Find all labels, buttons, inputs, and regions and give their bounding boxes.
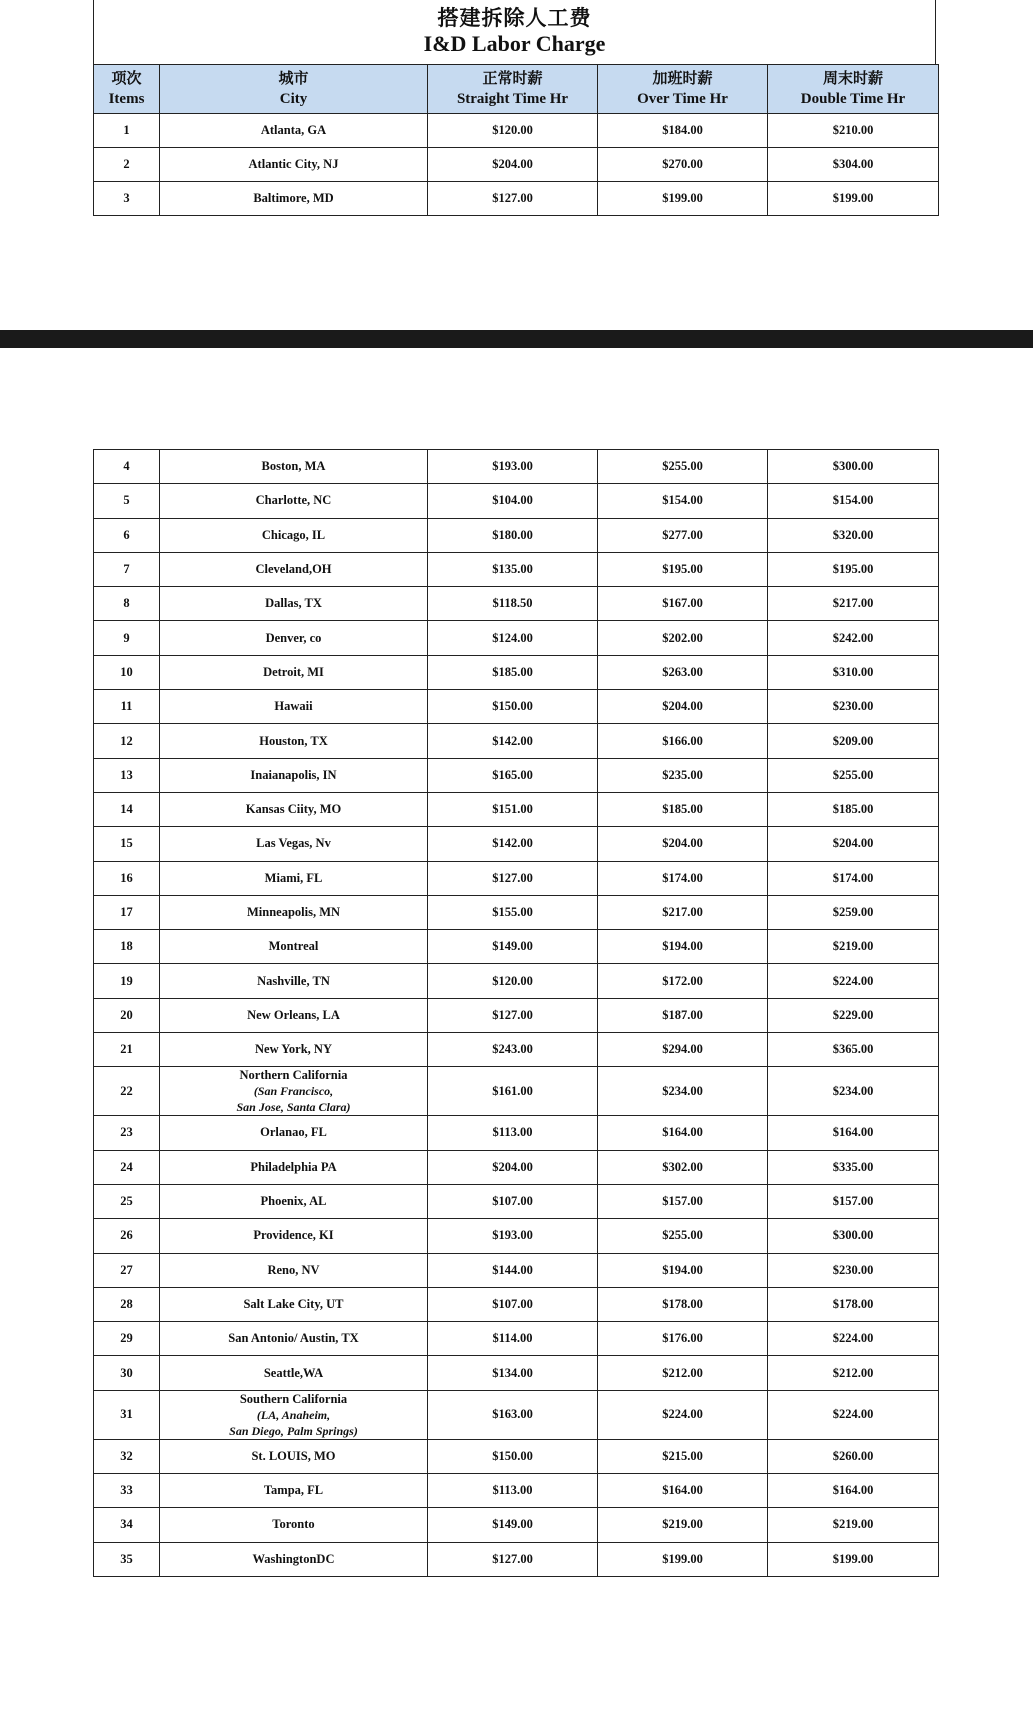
item-cell: 3 (94, 182, 160, 216)
city-cell: Denver, co (160, 621, 428, 655)
table-row (94, 964, 939, 998)
table-row (94, 1150, 939, 1184)
straight-time-cell: $142.00 (428, 827, 598, 861)
straight-time-cell: $150.00 (428, 1439, 598, 1473)
double-time-cell: $224.00 (768, 964, 939, 998)
straight-time-cell: $193.00 (428, 450, 598, 484)
item-cell: 29 (94, 1322, 160, 1356)
table-body-bottom (94, 450, 939, 1577)
table-row (94, 1474, 939, 1508)
city-cell: Boston, MA (160, 450, 428, 484)
table-row (94, 1116, 939, 1150)
table-row (94, 1287, 939, 1321)
item-cell: 12 (94, 724, 160, 758)
header-straight-en: Straight Time Hr (456, 91, 569, 107)
header-row (94, 65, 939, 114)
double-time-cell: $219.00 (768, 1508, 939, 1542)
double-time-cell: $185.00 (768, 792, 939, 826)
over-time-cell: $219.00 (598, 1508, 768, 1542)
over-time-cell: $164.00 (598, 1116, 768, 1150)
item-cell: 22 (94, 1067, 160, 1116)
over-time-cell: $255.00 (598, 450, 768, 484)
table-row (94, 861, 939, 895)
item-cell: 33 (94, 1474, 160, 1508)
header-double-zh: 周末时薪 (822, 71, 883, 87)
title-block (93, 0, 936, 64)
over-time-cell: $174.00 (598, 861, 768, 895)
over-time-cell: $263.00 (598, 655, 768, 689)
table-row (94, 1439, 939, 1473)
city-cell (160, 1390, 428, 1439)
over-time-cell: $167.00 (598, 587, 768, 621)
header-city-zh: 城市 (278, 71, 309, 87)
over-time-cell: $166.00 (598, 724, 768, 758)
double-time-cell: $178.00 (768, 1287, 939, 1321)
double-time-cell: $229.00 (768, 998, 939, 1032)
city-cell: Miami, FL (160, 861, 428, 895)
item-cell: 13 (94, 758, 160, 792)
straight-time-cell: $127.00 (428, 182, 598, 216)
table-row (94, 114, 939, 148)
item-cell: 35 (94, 1542, 160, 1576)
item-cell: 25 (94, 1184, 160, 1218)
labor-charge-sheet-bottom (93, 449, 938, 1577)
item-cell: 16 (94, 861, 160, 895)
item-cell: 5 (94, 484, 160, 518)
labor-charge-sheet-top (93, 0, 938, 216)
double-time-cell: $230.00 (768, 690, 939, 724)
table-row (94, 587, 939, 621)
item-cell: 28 (94, 1287, 160, 1321)
straight-time-cell: $204.00 (428, 148, 598, 182)
table-row (94, 1356, 939, 1390)
table-row (94, 827, 939, 861)
city-cell: New Orleans, LA (160, 998, 428, 1032)
table-row (94, 1253, 939, 1287)
over-time-cell: $178.00 (598, 1287, 768, 1321)
city-cell: Kansas Ciity, MO (160, 792, 428, 826)
over-time-cell: $195.00 (598, 552, 768, 586)
double-time-cell: $259.00 (768, 895, 939, 929)
double-time-cell: $300.00 (768, 1219, 939, 1253)
city-cell: Las Vegas, Nv (160, 827, 428, 861)
header-straight-zh: 正常时薪 (482, 71, 543, 87)
over-time-cell: $157.00 (598, 1184, 768, 1218)
table-row (94, 895, 939, 929)
double-time-cell: $195.00 (768, 552, 939, 586)
header-items (94, 65, 160, 114)
table-row (94, 621, 939, 655)
table-row (94, 792, 939, 826)
double-time-cell: $224.00 (768, 1322, 939, 1356)
straight-time-cell: $180.00 (428, 518, 598, 552)
double-time-cell: $260.00 (768, 1439, 939, 1473)
straight-time-cell: $127.00 (428, 861, 598, 895)
table-row (94, 930, 939, 964)
city-cell: New York, NY (160, 1033, 428, 1067)
over-time-cell: $234.00 (598, 1067, 768, 1116)
header-over-zh: 加班时薪 (652, 71, 713, 87)
table-row (94, 148, 939, 182)
double-time-cell: $234.00 (768, 1067, 939, 1116)
header-double-en: Double Time Hr (800, 91, 906, 107)
straight-time-cell: $151.00 (428, 792, 598, 826)
table-row (94, 655, 939, 689)
straight-time-cell: $134.00 (428, 1356, 598, 1390)
double-time-cell: $157.00 (768, 1184, 939, 1218)
header-city (160, 65, 428, 114)
straight-time-cell: $107.00 (428, 1287, 598, 1321)
double-time-cell: $224.00 (768, 1390, 939, 1439)
city-cell: Chicago, IL (160, 518, 428, 552)
table-row (94, 450, 939, 484)
straight-time-cell: $114.00 (428, 1322, 598, 1356)
city-main-label: Northern California (239, 1068, 348, 1083)
city-cell: Atlantic City, NJ (160, 148, 428, 182)
double-time-cell: $304.00 (768, 148, 939, 182)
header-over-time (598, 65, 768, 114)
over-time-cell: $199.00 (598, 1542, 768, 1576)
straight-time-cell: $120.00 (428, 964, 598, 998)
straight-time-cell: $163.00 (428, 1390, 598, 1439)
double-time-cell: $164.00 (768, 1474, 939, 1508)
header-double-time (768, 65, 939, 114)
double-time-cell: $219.00 (768, 930, 939, 964)
labor-charge-table-top (93, 64, 939, 216)
straight-time-cell: $165.00 (428, 758, 598, 792)
city-main-label: Southern California (239, 1391, 348, 1406)
item-cell: 2 (94, 148, 160, 182)
straight-time-cell: $149.00 (428, 1508, 598, 1542)
city-cell: Baltimore, MD (160, 182, 428, 216)
double-time-cell: $217.00 (768, 587, 939, 621)
over-time-cell: $204.00 (598, 690, 768, 724)
city-cell: Toronto (160, 1508, 428, 1542)
header-city-en: City (279, 91, 308, 107)
title-chinese: 搭建拆除人工费 (437, 6, 592, 30)
page-divider (0, 330, 1033, 348)
over-time-cell: $224.00 (598, 1390, 768, 1439)
city-cell: Tampa, FL (160, 1474, 428, 1508)
labor-charge-table-bottom (93, 449, 939, 1577)
double-time-cell: $164.00 (768, 1116, 939, 1150)
item-cell: 4 (94, 450, 160, 484)
city-sub-label: (LA, Anaheim, (256, 1407, 331, 1422)
over-time-cell: $184.00 (598, 114, 768, 148)
straight-time-cell: $142.00 (428, 724, 598, 758)
item-cell: 30 (94, 1356, 160, 1390)
straight-time-cell: $193.00 (428, 1219, 598, 1253)
table-row (94, 518, 939, 552)
table-row (94, 758, 939, 792)
city-cell: St. LOUIS, MO (160, 1439, 428, 1473)
straight-time-cell: $135.00 (428, 552, 598, 586)
city-sub-label: San Diego, Palm Springs) (229, 1423, 358, 1438)
over-time-cell: $185.00 (598, 792, 768, 826)
city-cell: Phoenix, AL (160, 1184, 428, 1218)
table-row (94, 1067, 939, 1116)
double-time-cell: $310.00 (768, 655, 939, 689)
item-cell: 1 (94, 114, 160, 148)
double-time-cell: $212.00 (768, 1356, 939, 1390)
table-row (94, 484, 939, 518)
over-time-cell: $255.00 (598, 1219, 768, 1253)
straight-time-cell: $150.00 (428, 690, 598, 724)
straight-time-cell: $113.00 (428, 1116, 598, 1150)
double-time-cell: $300.00 (768, 450, 939, 484)
item-cell: 19 (94, 964, 160, 998)
city-cell: Salt Lake City, UT (160, 1287, 428, 1321)
item-cell: 8 (94, 587, 160, 621)
straight-time-cell: $127.00 (428, 998, 598, 1032)
straight-time-cell: $104.00 (428, 484, 598, 518)
city-cell: Philadelphia PA (160, 1150, 428, 1184)
straight-time-cell: $118.50 (428, 587, 598, 621)
over-time-cell: $164.00 (598, 1474, 768, 1508)
header-straight-time (428, 65, 598, 114)
item-cell: 31 (94, 1390, 160, 1439)
over-time-cell: $176.00 (598, 1322, 768, 1356)
city-cell: San Antonio/ Austin, TX (160, 1322, 428, 1356)
double-time-cell: $174.00 (768, 861, 939, 895)
city-cell: Houston, TX (160, 724, 428, 758)
item-cell: 26 (94, 1219, 160, 1253)
table-row (94, 1390, 939, 1439)
straight-time-cell: $120.00 (428, 114, 598, 148)
over-time-cell: $277.00 (598, 518, 768, 552)
double-time-cell: $335.00 (768, 1150, 939, 1184)
over-time-cell: $270.00 (598, 148, 768, 182)
straight-time-cell: $204.00 (428, 1150, 598, 1184)
city-cell: Minneapolis, MN (160, 895, 428, 929)
straight-time-cell: $185.00 (428, 655, 598, 689)
double-time-cell: $209.00 (768, 724, 939, 758)
over-time-cell: $294.00 (598, 1033, 768, 1067)
double-time-cell: $365.00 (768, 1033, 939, 1067)
table-row (94, 1542, 939, 1576)
table-row (94, 1508, 939, 1542)
straight-time-cell: $127.00 (428, 1542, 598, 1576)
item-cell: 11 (94, 690, 160, 724)
table-row (94, 1184, 939, 1218)
city-cell: Providence, KI (160, 1219, 428, 1253)
item-cell: 6 (94, 518, 160, 552)
header-items-en: Items (108, 91, 145, 107)
city-sub-label: (San Francisco, (253, 1084, 334, 1099)
table-row (94, 998, 939, 1032)
straight-time-cell: $149.00 (428, 930, 598, 964)
city-cell: WashingtonDC (160, 1542, 428, 1576)
city-cell: Detroit, MI (160, 655, 428, 689)
table-row (94, 1219, 939, 1253)
item-cell: 21 (94, 1033, 160, 1067)
over-time-cell: $194.00 (598, 1253, 768, 1287)
over-time-cell: $202.00 (598, 621, 768, 655)
item-cell: 9 (94, 621, 160, 655)
title-english: I&D Labor Charge (423, 31, 606, 56)
city-cell: Orlanao, FL (160, 1116, 428, 1150)
double-time-cell: $255.00 (768, 758, 939, 792)
table-row (94, 182, 939, 216)
over-time-cell: $199.00 (598, 182, 768, 216)
city-cell: Nashville, TN (160, 964, 428, 998)
over-time-cell: $212.00 (598, 1356, 768, 1390)
double-time-cell: $230.00 (768, 1253, 939, 1287)
straight-time-cell: $155.00 (428, 895, 598, 929)
double-time-cell: $199.00 (768, 182, 939, 216)
header-over-en: Over Time Hr (637, 91, 728, 107)
item-cell: 20 (94, 998, 160, 1032)
item-cell: 15 (94, 827, 160, 861)
item-cell: 34 (94, 1508, 160, 1542)
over-time-cell: $154.00 (598, 484, 768, 518)
table-row (94, 552, 939, 586)
table-body-top (94, 114, 939, 216)
over-time-cell: $217.00 (598, 895, 768, 929)
city-cell (160, 1067, 428, 1116)
double-time-cell: $242.00 (768, 621, 939, 655)
city-cell: Charlotte, NC (160, 484, 428, 518)
table-row (94, 690, 939, 724)
item-cell: 23 (94, 1116, 160, 1150)
item-cell: 10 (94, 655, 160, 689)
over-time-cell: $194.00 (598, 930, 768, 964)
city-cell: Cleveland,OH (160, 552, 428, 586)
over-time-cell: $172.00 (598, 964, 768, 998)
over-time-cell: $215.00 (598, 1439, 768, 1473)
city-cell: Seattle,WA (160, 1356, 428, 1390)
double-time-cell: $210.00 (768, 114, 939, 148)
straight-time-cell: $161.00 (428, 1067, 598, 1116)
over-time-cell: $302.00 (598, 1150, 768, 1184)
header-items-zh: 项次 (111, 71, 142, 87)
city-cell: Reno, NV (160, 1253, 428, 1287)
straight-time-cell: $107.00 (428, 1184, 598, 1218)
over-time-cell: $235.00 (598, 758, 768, 792)
over-time-cell: $187.00 (598, 998, 768, 1032)
item-cell: 24 (94, 1150, 160, 1184)
straight-time-cell: $124.00 (428, 621, 598, 655)
double-time-cell: $154.00 (768, 484, 939, 518)
over-time-cell: $204.00 (598, 827, 768, 861)
city-cell: Montreal (160, 930, 428, 964)
table-row (94, 1033, 939, 1067)
item-cell: 27 (94, 1253, 160, 1287)
double-time-cell: $199.00 (768, 1542, 939, 1576)
table-row (94, 1322, 939, 1356)
item-cell: 7 (94, 552, 160, 586)
table-row (94, 724, 939, 758)
item-cell: 14 (94, 792, 160, 826)
item-cell: 32 (94, 1439, 160, 1473)
item-cell: 18 (94, 930, 160, 964)
city-cell: Inaianapolis, IN (160, 758, 428, 792)
city-cell: Atlanta, GA (160, 114, 428, 148)
city-sub-label: San Jose, Santa Clara) (236, 1100, 351, 1115)
city-cell: Dallas, TX (160, 587, 428, 621)
straight-time-cell: $144.00 (428, 1253, 598, 1287)
item-cell: 17 (94, 895, 160, 929)
straight-time-cell: $243.00 (428, 1033, 598, 1067)
city-cell: Hawaii (160, 690, 428, 724)
double-time-cell: $204.00 (768, 827, 939, 861)
double-time-cell: $320.00 (768, 518, 939, 552)
straight-time-cell: $113.00 (428, 1474, 598, 1508)
